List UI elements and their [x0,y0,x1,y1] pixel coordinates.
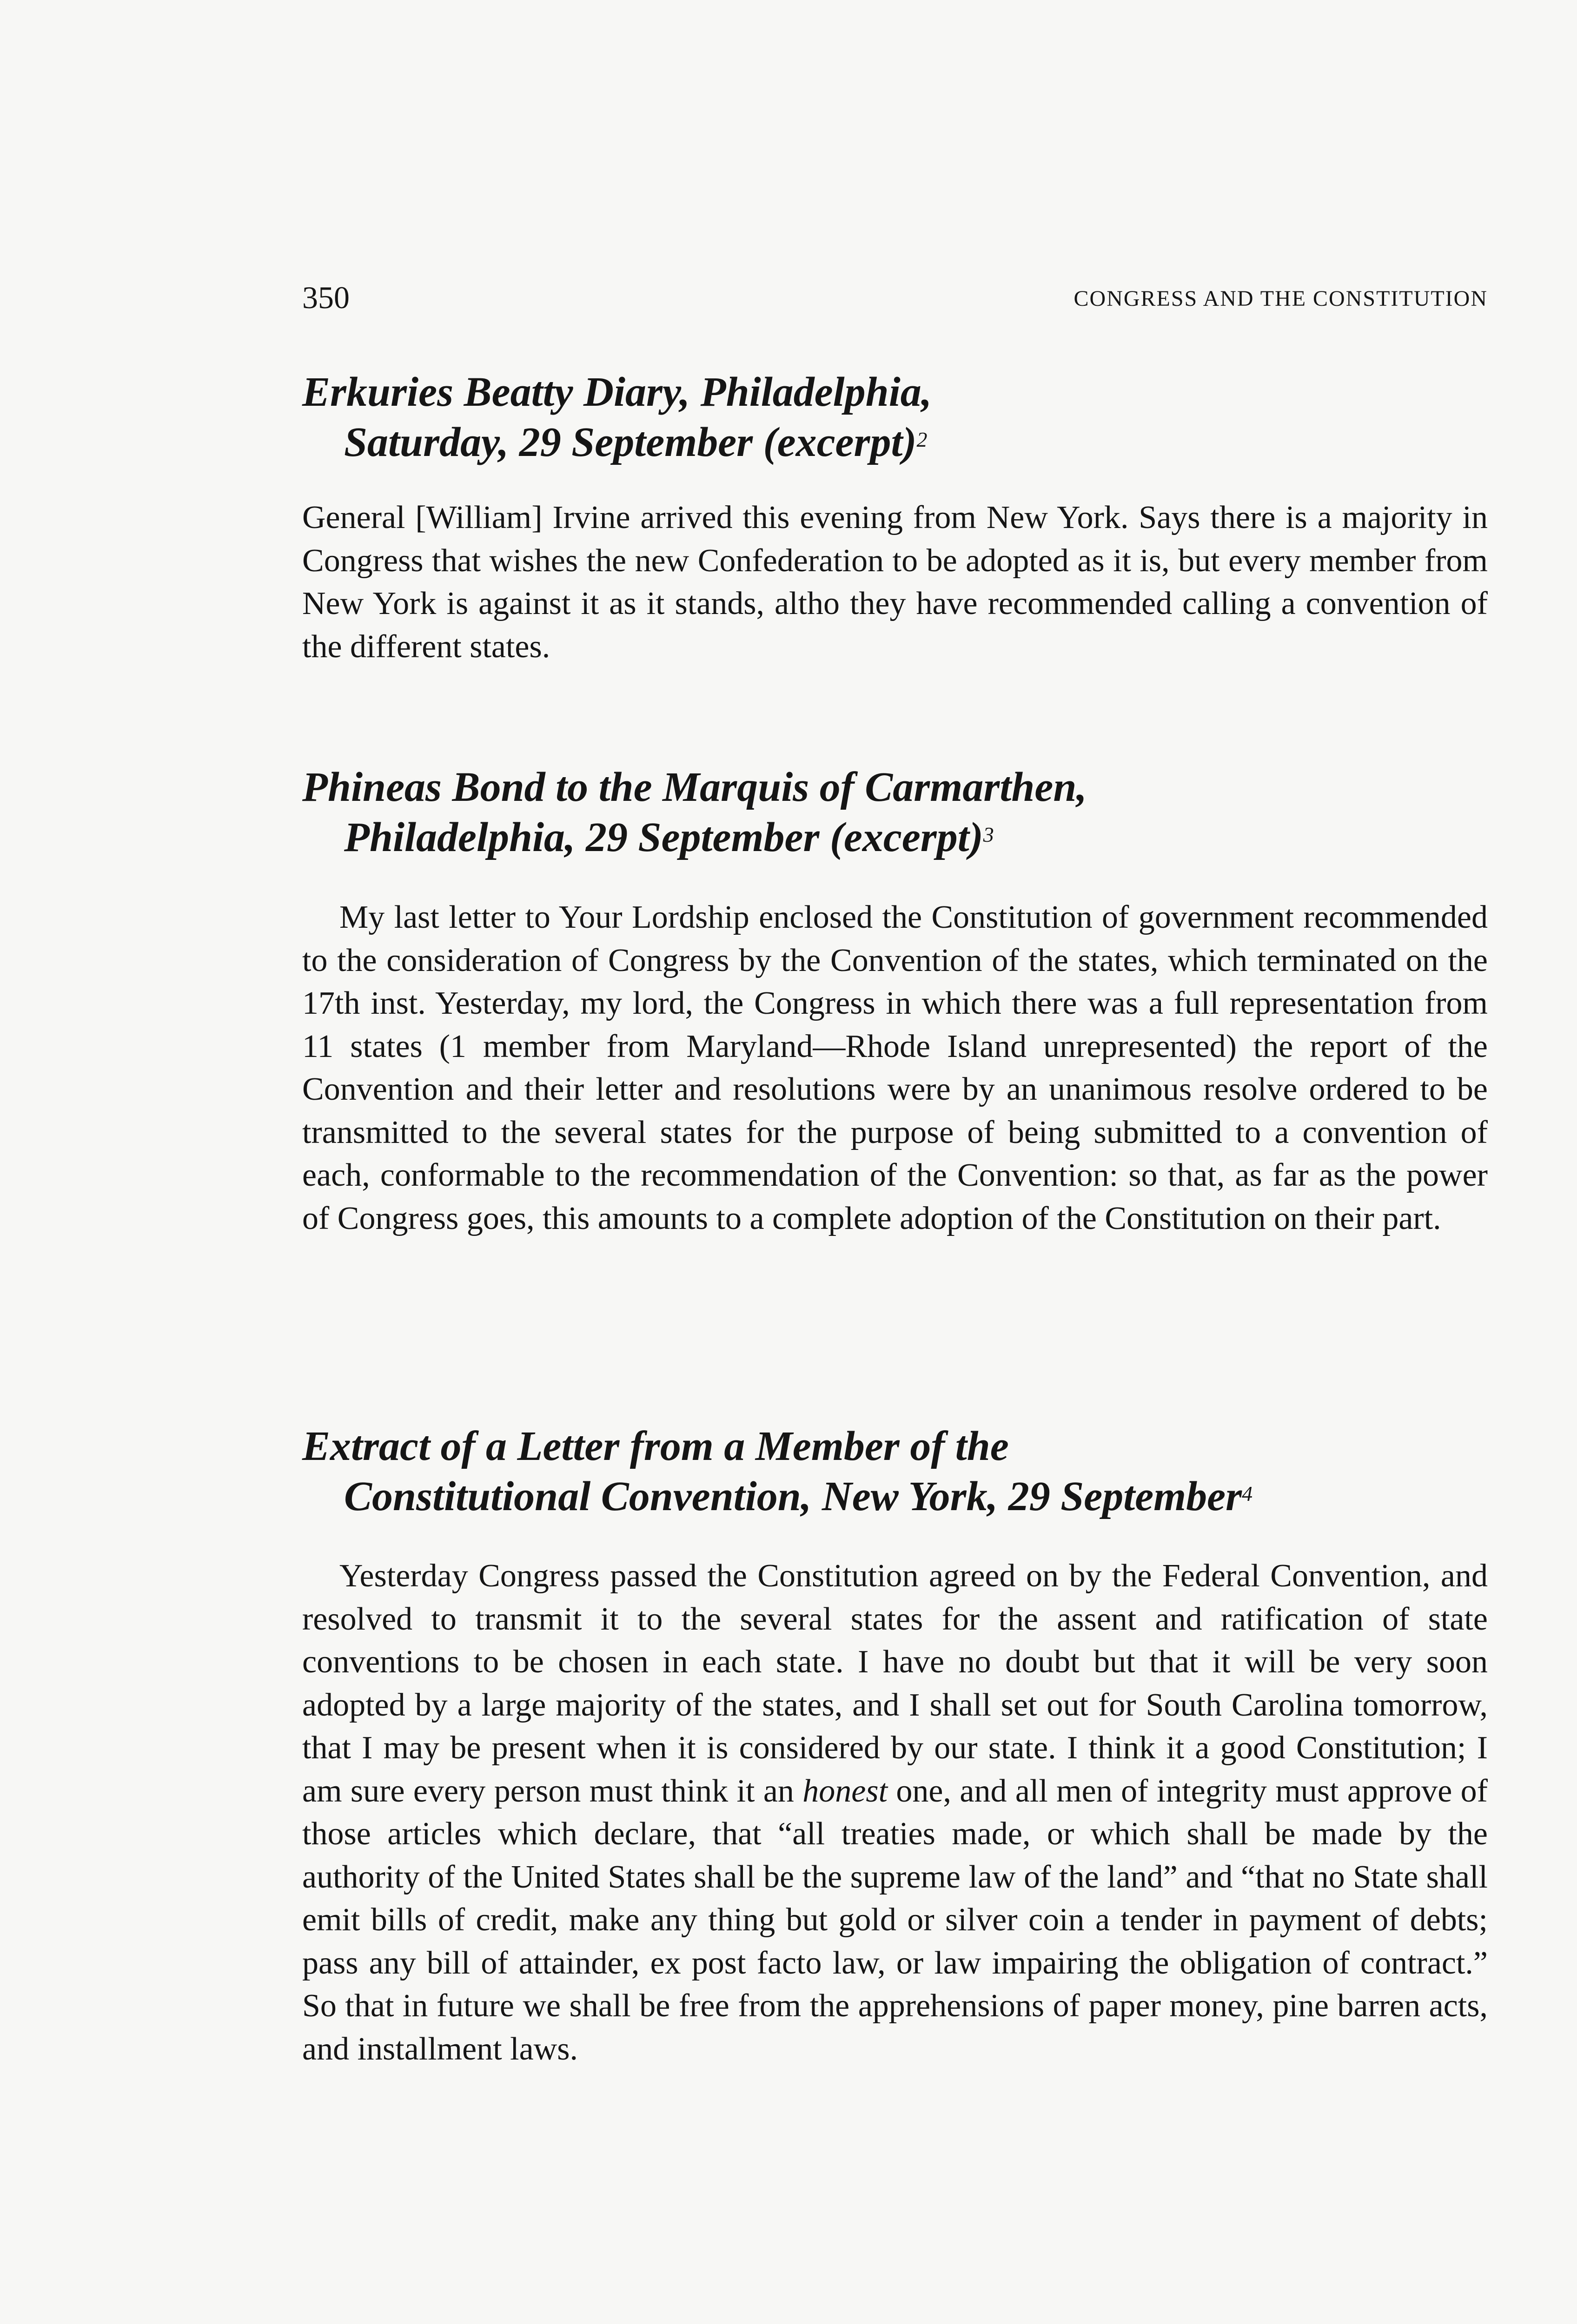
section-member-extract [302,1421,1488,1522]
footnote-ref[interactable]: 3 [983,823,994,846]
paragraph: General [William] Irvine arrived this evening from New York. Says there is a majority in Congress that wishes the new Confederation to be adopted as it is, but every member from New York is against it as it stands, altho they have recommended calling a convention of the different states. [302,500,1488,665]
section-beatty-body [302,496,1488,668]
section-beatty-diary [302,367,1488,468]
section-bond-body [302,896,1488,1240]
paragraph: Yesterday Congress passed the Constitution agreed on by the Federal Convention, and resolved to transmit it to the several states for the assent and ratification of state conventions to be chosen in each state. I have no doubt but that it will be very soon adopted by a large majority of the states, and I shall set out for South Carolina tomorrow, that I may be present when it is considered by our state. I think it a good Constitution; I am sure every person must think it an honest one, and all men of integrity must approve of those articles which declare, that “all treaties made, or which shall be made by the authority of the United States shall be the supreme law of the land” and “that no State shall emit bills of credit, make any thing but gold or silver coin a tender in payment of debts; pass any bill of attainder, ex post facto law, or law impairing the obligation of contract.” So that in future we shall be free from the apprehensions of paper money, pine barren acts, and installment laws. [302,1558,1488,2067]
footnote-ref[interactable]: 2 [916,428,928,451]
section-heading [302,1421,1488,1522]
running-title: CONGRESS AND THE CONSTITUTION [1073,286,1488,311]
section-bond-letter [302,762,1488,863]
footnote-ref[interactable]: 4 [1242,1482,1253,1505]
section-heading [302,367,1488,468]
heading-line-1: Erkuries Beatty Diary, Philadelphia, [302,369,932,415]
section-heading [302,762,1488,863]
running-head [302,279,1488,321]
section-member-body [302,1555,1488,2071]
paragraph: My last letter to Your Lordship enclosed the Constitution of government recommended to the consideration of Congress by the Convention of the states, which terminated on the 17th inst. Yesterday, my lord, the Congress in which there was a full representation from 11 states (1 member from Maryland—Rhode Island unrepresented) the report of the Convention and their letter and resolutions were by an unanimous resolve ordered to be transmitted to the several states for the purpose of being submitted to a convention of each, conformable to the recommendation of the Convention: so that, as far as the power of Congress goes, this amounts to a complete adoption of the Constitution on their part. [302,899,1488,1236]
heading-line-1: Extract of a Letter from a Member of the [302,1423,1009,1469]
heading-line-2: Saturday, 29 September (excerpt)$^2$ [344,419,928,465]
heading-line-1: Phineas Bond to the Marquis of Carmarthen, [302,764,1087,810]
heading-line-2: Philadelphia, 29 September (excerpt)$^3$ [344,814,994,860]
emphasis: honest [802,1773,888,1809]
page-number: 350 [302,280,350,315]
heading-line-2: Constitutional Convention, New York, 29 September$^4$ [344,1473,1253,1519]
